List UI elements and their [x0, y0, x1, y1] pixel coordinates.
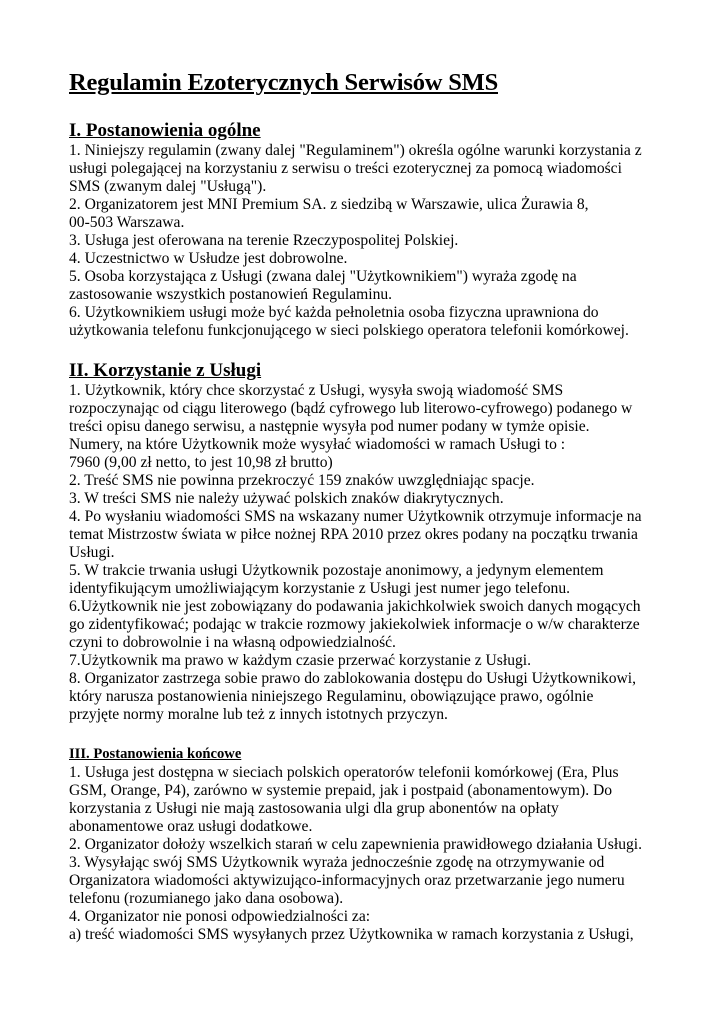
paragraph-line: abonamentowe oraz usługi dodatkowe. [69, 818, 313, 835]
section-1-heading: I. Postanowienia ogólne [69, 120, 261, 141]
paragraph-line: rozpoczynając od ciągu literowego (bądź cyfrowego lub literowo-cyfrowego) podanego w [69, 400, 633, 417]
paragraph-line: 2. Treść SMS nie powinna przekroczyć 159 znaków uwzględniając spacje. [69, 472, 535, 489]
paragraph-line: przyjęte normy moralne lub też z innych istotnych przyczyn. [69, 706, 448, 723]
paragraph-line: 00-503 Warszawa. [69, 214, 185, 231]
paragraph-line: 8. Organizator zastrzega sobie prawo do zablokowania dostępu do Usługi Użytkownikowi, [69, 670, 637, 687]
paragraph-line: zastosowanie wszystkich postanowień Regulaminu. [69, 286, 393, 303]
paragraph-line: 1. Niniejszy regulamin (zwany dalej "Regulaminem") określa ogólne warunki korzystania z [69, 142, 642, 159]
paragraph-line: korzystania z Usługi nie mają zastosowania ulgi dla grup abonentów na opłaty [69, 800, 559, 817]
paragraph-line: telefonu (rozumianego jako dana osobowa). [69, 890, 344, 907]
paragraph-line: 4. Organizator nie ponosi odpowiedzialności za: [69, 908, 371, 925]
paragraph-line: 1. Użytkownik, który chce skorzystać z Usługi, wysyła swoją wiadomość SMS [69, 382, 564, 399]
section-2-heading: II. Korzystanie z Usługi [69, 360, 262, 381]
paragraph-line: Organizatora wiadomości aktywizująco-informacyjnych oraz przetwarzanie jego numeru [69, 872, 625, 889]
paragraph-line: 2. Organizator dołoży wszelkich starań w celu zapewnienia prawidłowego działania Usługi. [69, 836, 643, 853]
paragraph-line: 2. Organizatorem jest MNI Premium SA. z siedzibą w Warszawie, ulica Żurawia 8, [69, 196, 589, 213]
paragraph-line: identyfikującym umożliwiającym korzystanie z Usługi jest numer jego telefonu. [69, 580, 571, 597]
paragraph-line: 4. Po wysłaniu wiadomości SMS na wskazany numer Użytkownik otrzymuje informacje na [69, 508, 642, 525]
paragraph-line: GSM, Orange, P4), zarówno w systemie prepaid, jak i postpaid (abonamentowym). Do [69, 782, 613, 799]
paragraph-line: 3. W treści SMS nie należy używać polskich znaków diakrytycznych. [69, 490, 504, 507]
paragraph-line: usługi polegającej na korzystaniu z serwisu o treści ezoterycznej za pomocą wiadomości [69, 160, 622, 177]
document-title: Regulamin Ezoterycznych Serwisów SMS [69, 69, 498, 96]
paragraph-line: użytkowania telefonu funkcjonującego w sieci polskiego operatora telefonii komórkowej. [69, 322, 629, 339]
paragraph-line: 5. Osoba korzystająca z Usługi (zwana dalej "Użytkownikiem") wyraża zgodę na [69, 268, 577, 285]
paragraph-line: Usługi. [69, 544, 115, 561]
paragraph-line: go zidentyfikować; podając w trakcie rozmowy jakiekolwiek informacje o w/w charakterze [69, 616, 640, 633]
paragraph-line: 7960 (9,00 zł netto, to jest 10,98 zł brutto) [69, 454, 333, 471]
paragraph-line: 4. Uczestnictwo w Usłudze jest dobrowolne. [69, 250, 348, 267]
paragraph-line: 7.Użytkownik ma prawo w każdym czasie przerwać korzystanie z Usługi. [69, 652, 532, 669]
paragraph-line: a) treść wiadomości SMS wysyłanych przez Użytkownika w ramach korzystania z Usługi, [69, 926, 634, 943]
paragraph-line: 6.Użytkownik nie jest zobowiązany do podawania jakichkolwiek swoich danych mogących [69, 598, 641, 615]
paragraph-line: który narusza postanowienia niniejszego Regulaminu, obowiązujące prawo, ogólnie [69, 688, 594, 705]
paragraph-line: czyni to dobrowolnie i na własną odpowiedzialność. [69, 634, 396, 651]
section-3-heading: III. Postanowienia końcowe [69, 746, 242, 762]
paragraph-line: 5. W trakcie trwania usługi Użytkownik pozostaje anonimowy, a jedynym elementem [69, 562, 604, 579]
paragraph-line: treści opisu danego serwisu, a następnie wysyła pod numer podany w tymże opisie. [69, 418, 590, 435]
paragraph-line: SMS (zwanym dalej "Usługą"). [69, 178, 267, 195]
paragraph-line: 1. Usługa jest dostępna w sieciach polskich operatorów telefonii komórkowej (Era, Plus [69, 764, 619, 781]
paragraph-line: Numery, na które Użytkownik może wysyłać wiadomości w ramach Usługi to : [69, 436, 566, 453]
paragraph-line: 3. Usługa jest oferowana na terenie Rzeczypospolitej Polskiej. [69, 232, 459, 249]
paragraph-line: temat Mistrzostw świata w piłce nożnej RPA 2010 przez okres podany na początku trwania [69, 526, 638, 543]
paragraph-line: 3. Wysyłając swój SMS Użytkownik wyraża jednocześnie zgodę na otrzymywanie od [69, 854, 605, 871]
paragraph-line: 6. Użytkownikiem usługi może być każda pełnoletnia osoba fizyczna uprawniona do [69, 304, 599, 321]
